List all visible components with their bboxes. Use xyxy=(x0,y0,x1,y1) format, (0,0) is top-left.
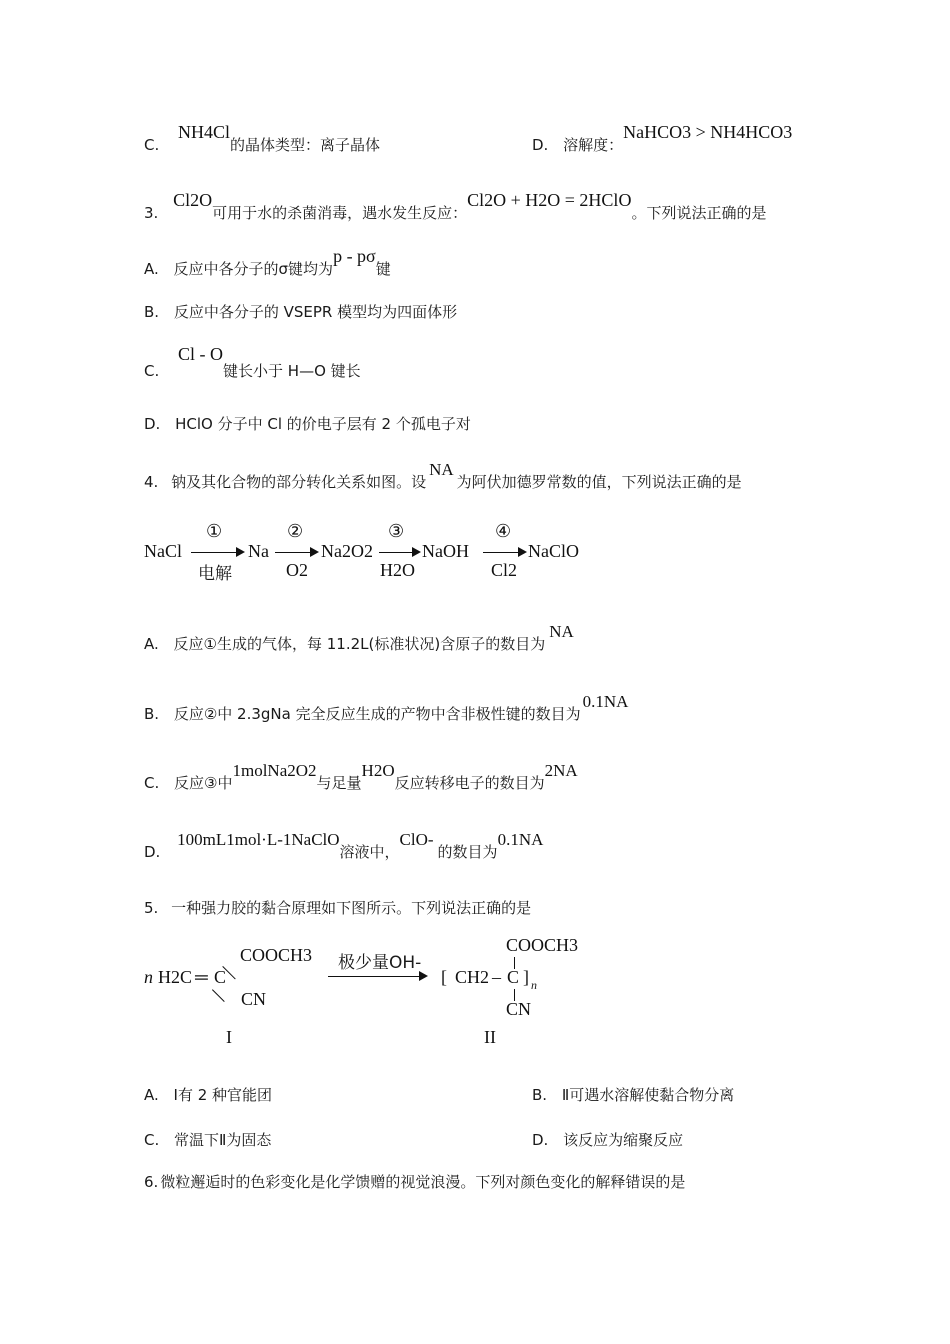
option-text: 反应中各分子的 VSEPR 模型均为四面体形 xyxy=(173,303,458,321)
monomer-cn: CN xyxy=(241,989,267,1009)
stem-text: 钠及其化合物的部分转化关系如图。设 xyxy=(171,473,427,491)
formula-solubility: NaHCO3 > NH4HCO3 xyxy=(623,122,793,142)
polymer-cooch3: COOCH3 xyxy=(506,935,579,955)
formula-0-1na: 0.1NA xyxy=(582,692,629,711)
polymer-cn: CN xyxy=(506,999,532,1019)
polymer-bracket-right: ] xyxy=(523,967,529,987)
option-label: C. xyxy=(144,136,160,154)
formula-1molna2o2: 1molNa2O2 xyxy=(232,761,317,780)
monomer-double-bond: ═ xyxy=(195,967,208,987)
formula-clo-ion: ClO- xyxy=(399,830,434,849)
formula-naclo-solution: 100mL1mol·L-1NaClO xyxy=(177,830,340,849)
formula-0-1na: 0.1NA xyxy=(497,830,544,849)
q2-option-c xyxy=(144,122,381,155)
formula-h2o: H2O xyxy=(361,761,395,780)
option-text: 反应中各分子的σ键均为 xyxy=(173,260,334,278)
option-text: 与足量 xyxy=(316,774,362,792)
reaction-condition: 极少量OH- xyxy=(338,953,422,973)
polymer-bracket-left: [ xyxy=(441,967,447,987)
formula-cl-o: Cl - O xyxy=(178,344,224,364)
option-label: B. xyxy=(144,303,160,321)
option-text: 溶解度： xyxy=(563,136,624,154)
q4-option-b xyxy=(144,692,629,724)
reaction-arrow xyxy=(328,976,426,977)
q4-option-c xyxy=(144,761,578,793)
q3-option-b xyxy=(144,302,457,322)
option-text: 键 xyxy=(375,260,391,278)
species-naoh: NaOH xyxy=(422,541,469,561)
question-number: 4. xyxy=(144,473,159,491)
q5-option-d xyxy=(532,1130,683,1150)
arrow3-top: ③ xyxy=(388,521,405,541)
polymer-dash: – xyxy=(492,967,501,987)
option-text: 的数目为 xyxy=(437,843,498,861)
option-text: 键长小于 H—O 键长 xyxy=(223,362,361,380)
option-text: 反应转移电子的数目为 xyxy=(394,774,545,792)
option-text: 反应②中 2.3gNa 完全反应生成的产物中含非极性键的数目为 xyxy=(173,705,581,723)
option-text: Ⅰ有 2 种官能团 xyxy=(173,1086,273,1104)
species-nacl: NaCl xyxy=(144,541,182,561)
arrow2-bottom: O2 xyxy=(286,560,308,580)
stem-text: 微粒邂逅时的色彩变化是化学馈赠的视觉浪漫。下列对颜色变化的解释错误的是 xyxy=(160,1173,686,1191)
formula-cl2o: Cl2O xyxy=(173,190,213,210)
q4-stem xyxy=(144,460,742,492)
q4-option-a xyxy=(144,622,574,654)
arrow4-bottom: Cl2 xyxy=(491,560,518,580)
q3-option-a xyxy=(144,246,391,279)
option-label: A. xyxy=(144,260,159,278)
option-text: 常温下Ⅱ为固态 xyxy=(174,1131,272,1149)
formula-na: NA xyxy=(549,622,574,641)
option-label: B. xyxy=(532,1086,548,1104)
q3-option-c xyxy=(144,344,361,381)
monomer-h2c: H2C xyxy=(158,967,193,987)
stem-text: 一种强力胶的黏合原理如下图所示。下列说法正确的是 xyxy=(171,899,532,917)
option-label: D. xyxy=(144,415,161,433)
option-text: 的晶体类型：离子晶体 xyxy=(230,136,381,154)
label-compound-ii: II xyxy=(484,1027,496,1047)
q5-option-b xyxy=(532,1085,734,1105)
q5-option-a xyxy=(144,1085,272,1105)
option-text: 反应③中 xyxy=(174,774,233,792)
q4-option-d xyxy=(144,830,544,862)
option-label: C. xyxy=(144,1131,160,1149)
label-compound-i: I xyxy=(226,1027,232,1047)
option-label: A. xyxy=(144,1086,159,1104)
option-label: D. xyxy=(144,843,161,861)
q2-option-d xyxy=(532,122,793,155)
q3-stem xyxy=(144,190,767,223)
reaction-equation: Cl2O + H2O = 2HClO xyxy=(467,190,632,210)
formula-2na: 2NA xyxy=(544,761,578,780)
stem-text: 为阿伏加德罗常数的值，下列说法正确的是 xyxy=(456,473,742,491)
stem-text: 可用于水的杀菌消毒，遇水发生反应： xyxy=(212,204,468,222)
coefficient-n: n xyxy=(144,967,153,987)
q3-option-d xyxy=(144,414,471,434)
arrow3-bottom: H2O xyxy=(380,560,415,580)
q5-option-c xyxy=(144,1130,271,1150)
species-na2o2: Na2O2 xyxy=(321,541,373,561)
species-na: Na xyxy=(248,541,269,561)
option-text: Ⅱ可遇水溶解使黏合物分离 xyxy=(561,1086,735,1104)
arrow-2 xyxy=(275,552,317,553)
question-number: 6. xyxy=(144,1173,159,1191)
polymer-ch2: CH2 xyxy=(455,967,490,987)
stem-text: 。下列说法正确的是 xyxy=(631,204,767,222)
symbol-na: NA xyxy=(429,460,454,479)
species-naclo: NaClO xyxy=(528,541,579,561)
option-label: C. xyxy=(144,774,160,792)
monomer-bond-down xyxy=(212,989,225,1002)
formula-ppsigma: p - pσ xyxy=(333,246,376,266)
option-text: HClO 分子中 Cl 的价电子层有 2 个孤电子对 xyxy=(175,415,471,433)
arrow2-top: ② xyxy=(287,521,304,541)
arrow1-top: ① xyxy=(206,521,223,541)
option-label: B. xyxy=(144,705,160,723)
arrow1-bottom: 电解 xyxy=(198,564,232,584)
polymer-c: C xyxy=(507,967,520,987)
arrow-3 xyxy=(379,552,419,553)
arrow-4 xyxy=(483,552,525,553)
monomer-c: C xyxy=(214,967,227,987)
option-text: 溶液中， xyxy=(339,843,400,861)
monomer-cooch3: COOCH3 xyxy=(240,945,313,965)
option-label: A. xyxy=(144,635,159,653)
q5-stem xyxy=(144,898,531,918)
arrow-1 xyxy=(191,552,243,553)
q6-stem xyxy=(144,1172,685,1192)
formula-nh4cl: NH4Cl xyxy=(178,122,231,142)
polymer-n: n xyxy=(531,978,537,992)
option-text: 反应①生成的气体，每 11.2L(标准状况)含原子的数目为 xyxy=(173,635,546,653)
option-label: C. xyxy=(144,362,160,380)
option-label: D. xyxy=(532,136,549,154)
question-number: 5. xyxy=(144,899,159,917)
question-number: 3. xyxy=(144,204,159,222)
option-label: D. xyxy=(532,1131,549,1149)
option-text: 该反应为缩聚反应 xyxy=(563,1131,684,1149)
arrow4-top: ④ xyxy=(495,521,512,541)
